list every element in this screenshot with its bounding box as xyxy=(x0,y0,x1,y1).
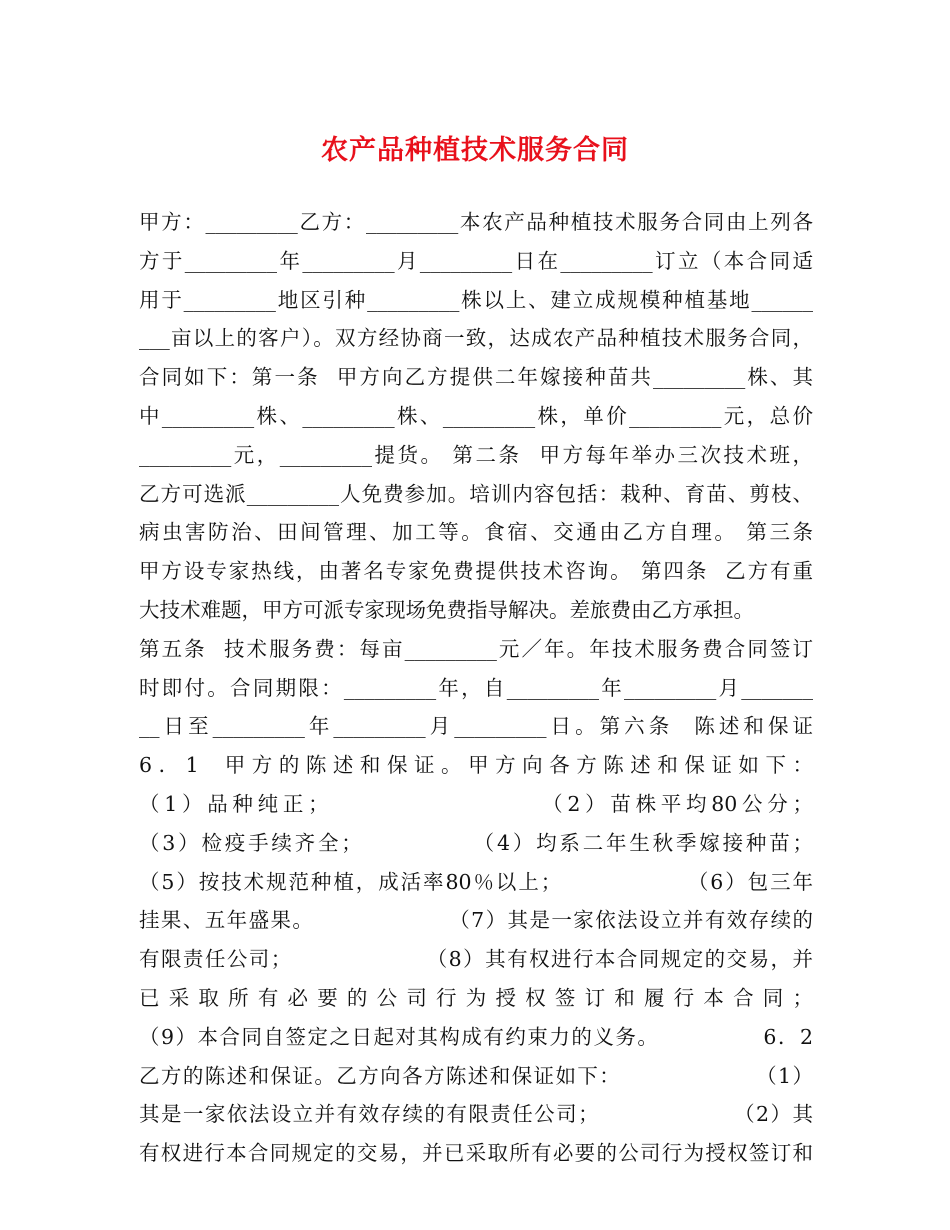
body-line: 病虫害防治、田间管理、加工等。食宿、交通由乙方自理。 第三条 xyxy=(139,520,813,545)
document-title: 农产品种植技术服务合同 xyxy=(321,135,629,166)
body-line: 乙方的陈述和保证。乙方向各方陈述和保证如下： （1） xyxy=(139,1063,813,1088)
body-line: （1）品种纯正； （2）苗株平均80公分； xyxy=(139,791,813,816)
body-line: 方于_________年_________月_________日在_________订立（本合同适 xyxy=(139,248,813,273)
body-line: 第五条 技术服务费：每亩_________元／年。年技术服务费合同签订 xyxy=(139,636,813,661)
body-line: 挂果、五年盛果。 （7）其是一家依法设立并有效存续的 xyxy=(139,908,813,933)
body-line: （3）检疫手续齐全； （4）均系二年生秋季嫁接种苗； xyxy=(139,830,813,855)
body-line: ___亩以上的客户）。双方经协商一致，达成农产品种植技术服务合同， xyxy=(139,326,813,351)
body-line: _________元，_________提货。 第二条 甲方每年举办三次技术班， xyxy=(139,442,813,467)
body-line: 有限责任公司； （8）其有权进行本合同规定的交易，并 xyxy=(139,947,813,972)
contract-body xyxy=(139,203,813,1173)
body-line: 合同如下：第一条 甲方向乙方提供二年嫁接种苗共_________株、其 xyxy=(139,365,813,390)
body-line: 大技术难题，甲方可派专家现场免费指导解决。差旅费由乙方承担。 xyxy=(139,597,754,622)
body-line: 中_________株、_________株、_________株，单价_________元，总价 xyxy=(139,403,813,428)
body-line: 已采取所有必要的公司行为授权签订和履行本合同； xyxy=(139,985,813,1010)
body-line: 甲方：_________乙方：_________本农产品种植技术服务合同由上列各 xyxy=(139,210,813,234)
body-line: 时即付。合同期限：_________年，自_________年_________月_______ xyxy=(139,675,813,700)
body-line: 甲方设专家热线，由著名专家免费提供技术咨询。 第四条 乙方有重 xyxy=(139,559,813,584)
body-line: 其是一家依法设立并有效存续的有限责任公司； （2）其 xyxy=(139,1102,813,1127)
body-line: __日至_________年_________月_________日。第六条 陈述和保证 xyxy=(139,714,813,739)
body-line: 有权进行本合同规定的交易，并已采取所有必要的公司行为授权签订和 xyxy=(139,1141,813,1166)
body-line: （9）本合同自签定之日起对其构成有约束力的义务。 6．2 xyxy=(139,1024,813,1049)
body-line: （5）按技术规范种植，成活率80％以上； （6）包三年 xyxy=(139,869,813,894)
body-line: 6．1 甲方的陈述和保证。甲方向各方陈述和保证如下： xyxy=(139,753,813,778)
body-line: 用于_________地区引种_________株以上、建立成规模种植基地______ xyxy=(139,287,813,312)
body-line: 乙方可选派_________人免费参加。培训内容包括：栽种、育苗、剪枝、 xyxy=(139,481,813,506)
